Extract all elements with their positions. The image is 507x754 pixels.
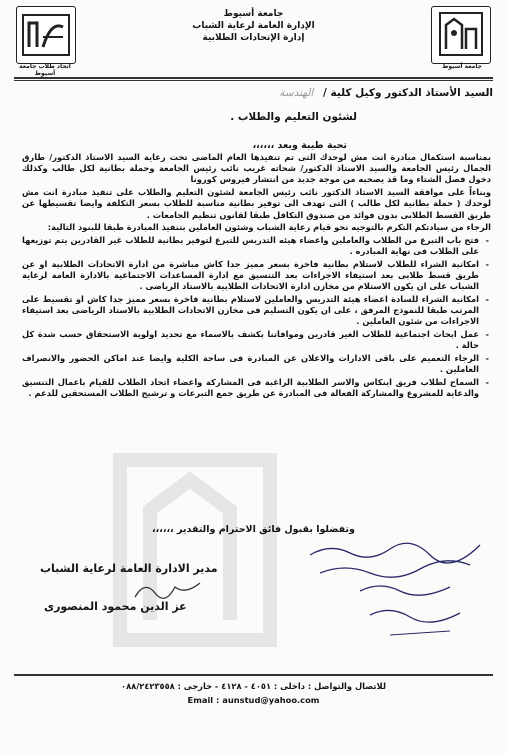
list-item: - عمل ابحاث اجتماعية للطلاب الغير قادرين وموافاتنا بكشف بالاسماء مع تحديد اولوية الاستحقاق حسب شدة كل حالة . [22, 329, 479, 351]
action-items-list [22, 235, 491, 399]
university-logo [431, 6, 491, 64]
footer [0, 679, 507, 707]
list-item: - السماح لطلاب فريق اينكاس والاسر الطلابية الراغبة فى المشاركة واعضاء اتحاد الطلاب للقيام باعمال التنسيق والدعاية للمشروع والمشاركة الفعالة فى المبادرة عن طريق جمع التبرعات و ترشيح الطلاب المستحقين للدعم . [22, 377, 479, 399]
letter-body [22, 152, 491, 401]
signatory-title: مدير الادارة العامة لرعاية الشباب [40, 562, 218, 575]
university-watermark [110, 450, 280, 650]
header-divider-bottom [14, 80, 493, 81]
salutation-line-2: لشئون التعليم والطلاب . [230, 111, 357, 123]
footer-contact: للاتصال والتواصل : داخلى : ٤٠٥١ - ٤١٢٨ - خارجى : ٠٨٨/٢٤٢٣٥٥٨ [121, 681, 386, 691]
handwritten-annotation [300, 535, 500, 645]
university-name: جامعة أسيوط [223, 9, 284, 19]
university-logo-caption: جامعة أسيوط [442, 63, 482, 70]
student-union-logo-caption: اتحاد طلاب جامعة أسيوط [19, 63, 71, 77]
list-item: - فتح باب التبرع من الطلاب والعاملين واعضاء هيئه التدريس للتبرع لتوفير بطانية للطلاب غير القادرين يتم توزيعها على الطلاب فى نهاية المبادره . [22, 235, 479, 257]
header-divider-top [14, 77, 493, 79]
department-name: الإدارة العامة لرعاية الشباب [192, 21, 315, 31]
greeting: تحية طيبة وبعد ،،،،،، [252, 140, 347, 151]
list-item: - الرجاء التعميم على باقى الادارات والاعلان عن المبادرة فى ساحة الكلية وايضا عند اماكن الحضور والانصراف العاملين . [22, 353, 479, 375]
unit-name: إدارة الإتحادات الطلابية [202, 33, 305, 43]
university-logo-graphic [432, 7, 490, 63]
faculty-name: الهندسة [279, 87, 314, 99]
body-paragraph-1: بمناسبة استكمال مبادرة انت مش لوحدك التى تم تنفيذها العام الماضى تحت رعاية السيد الاستاذ الدكتور/ طارق الجمال رئيس الجامعة والسيد الاستاذ الدكتور/ شحاته غريب نائب رئيس الجامعة وحملة بطانية لكل طالب وكذلك دخول فصل الشتاء وما قد يصحبه من موجة جديد من انتشار فيروس كورونا [22, 152, 491, 185]
body-paragraph-3: الرجاء من سيادتكم التكرم بالتوجيه نحو قيام رعاية الشباب وشئون العاملين بتنفيذ المبادرة طبقا للبنود التالية: [47, 222, 491, 233]
list-item: - امكانية الشراء للطلاب لاستلام بطانية فاخرة بسعر مميز جدا كاش مباشرة من ادارة الاتحادات الطلابية او عن طريق قسط طلابى بعد استيفاء الاجراءات بعد التنسيق مع ادارة المساعدات الاجتماعية بالادارة العامة لرعاية الشباب على ان يكون الاستلام من مخازن ادارة الاتحادات الطلابية بالاستاد الرياضى . [22, 259, 479, 293]
footer-email: Email : aunstud@yahoo.com [187, 695, 320, 705]
letterhead [0, 0, 507, 78]
list-item: - امكانية الشراء للسادة اعضاء هيئة التدريس والعاملين لاستلام بطانية فاخرة بسعر مميز جدا كاش او تقسيط على المرتب طبقا للنموذج المرفق ، على ان يكون التسليم فى مخازن الاتحادات الطلابية بالاستاد الرياضى بعد استيفاء الاجراءات من شئون العاملين . [22, 294, 479, 328]
student-union-logo-graphic [17, 7, 75, 63]
salutation-prefix: السيد الأستاذ الدكتور وكيل كلية / [322, 87, 493, 99]
salutation-line-1 [273, 87, 493, 99]
signatory-name: عز الدين محمود المنصورى [44, 600, 187, 613]
body-paragraph-2: وبناءاً على موافقة السيد الاستاذ الدكتور نائب رئيس الجامعة لشئون التعليم والطلاب على تنفيذ مبادرة انت مش لوحدك ( حملة بطانية لكل طالب ) التى تهدف الى توفير بطانية مناسبة للطلاب بسعر التكلفة وايضا تقسيطها عن طريق القسط الطلابى بدون فوائد من صندوق التكافل طبقا لقانون تنظيم الجامعات . [22, 187, 491, 220]
letterhead-text [150, 8, 357, 44]
closing-line: وتفضلوا بقبول فائق الاحترام والتقدير ،،،،،، [152, 524, 355, 535]
student-union-logo [16, 6, 76, 64]
footer-divider [14, 674, 493, 676]
